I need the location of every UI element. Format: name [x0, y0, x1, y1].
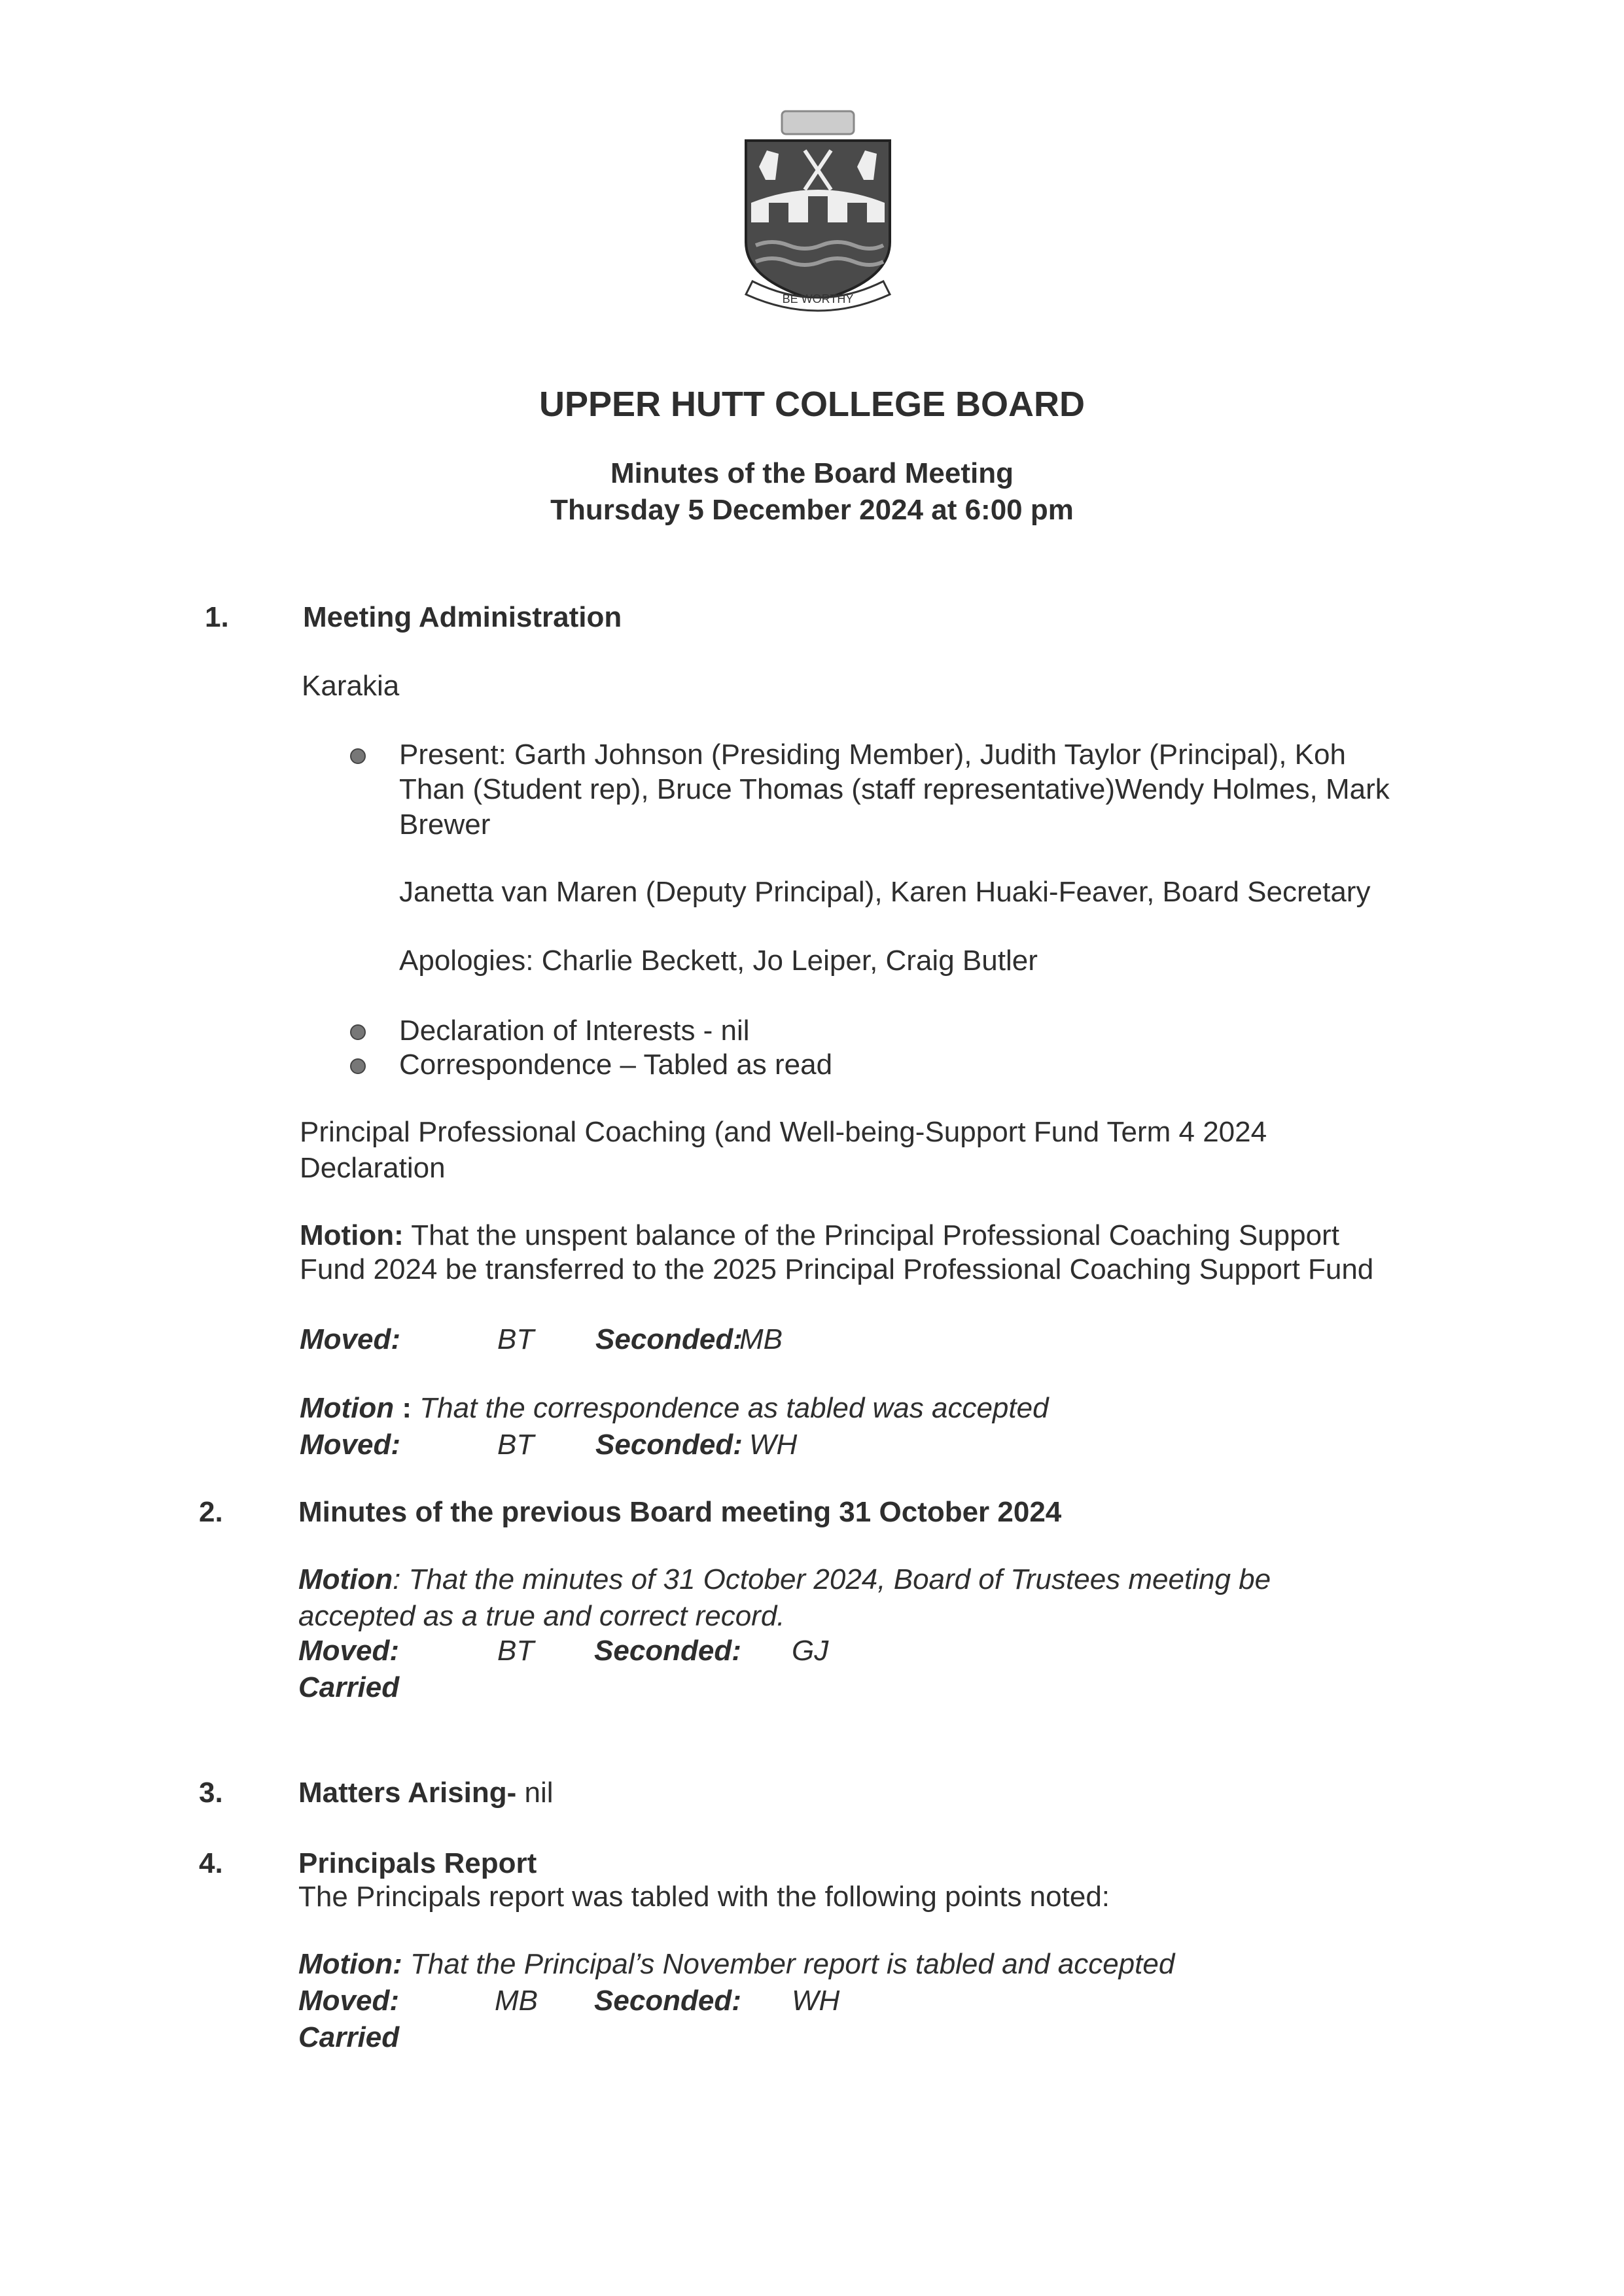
section-text: nil: [516, 1777, 554, 1809]
apologies-line: Apologies: Charlie Beckett, Jo Leiper, Craig Butler: [399, 945, 1038, 977]
motion-text: That the Principal’s November report is tabled and accepted: [402, 1948, 1175, 1980]
seconded-label: Seconded:: [595, 1429, 743, 1461]
seconded-by: WH: [749, 1429, 798, 1461]
section-number: 1.: [205, 601, 229, 633]
seconded-label: Seconded:: [595, 1323, 743, 1355]
document-title: UPPER HUTT COLLEGE BOARD: [538, 385, 1086, 424]
motion-text: Fund 2024 be transferred to the 2025 Principal Professional Coaching Support Fund: [300, 1253, 1374, 1285]
motion-label: Motion: [298, 1563, 393, 1595]
moved-by: BT: [497, 1635, 535, 1667]
present-line: Than (Student rep), Bruce Thomas (staff representative)Wendy Holmes, Mark: [399, 773, 1390, 805]
in-attendance-line: Janetta van Maren (Deputy Principal), Karen Huaki-Feaver, Board Secretary: [399, 876, 1371, 908]
motion-text: : That the minutes of 31 October 2024, Board of Trustees meeting be: [393, 1563, 1271, 1595]
motion-line: [298, 1562, 1271, 1597]
moved-by: MB: [495, 1985, 538, 2017]
motion-line: [300, 1391, 1049, 1426]
motion-colon: :: [394, 1392, 420, 1424]
moved-label: Moved:: [298, 1635, 399, 1667]
moved-by: BT: [497, 1323, 535, 1355]
bullet-icon: [350, 1058, 366, 1074]
seconded-label: Seconded:: [594, 1985, 741, 2017]
moved-label: Moved:: [300, 1429, 400, 1461]
present-line: Present: Garth Johnson (Presiding Member), Judith Taylor (Principal), Koh: [399, 739, 1346, 771]
section-number: 2.: [199, 1496, 223, 1528]
coaching-fund-line: Principal Professional Coaching (and Well-being-Support Fund Term 4 2024: [300, 1116, 1267, 1148]
seconded-by: GJ: [792, 1635, 829, 1667]
section-heading: Meeting Administration: [303, 601, 622, 633]
moved-label: Moved:: [300, 1323, 400, 1355]
motion-text: accepted as a true and correct record.: [298, 1600, 785, 1632]
bullet-icon: [350, 1024, 366, 1040]
section-number: 3.: [199, 1777, 223, 1809]
section-heading: Minutes of the previous Board meeting 31 October 2024: [298, 1496, 1062, 1528]
motion-label: Motion:: [298, 1948, 402, 1980]
motion-result: Carried: [298, 2021, 400, 2053]
section-text: The Principals report was tabled with the following points noted:: [298, 1881, 1110, 1913]
coaching-fund-line: Declaration: [300, 1152, 446, 1184]
college-crest-logo: [739, 105, 896, 314]
motion-label: Motion: [300, 1392, 395, 1424]
moved-by: BT: [497, 1429, 535, 1461]
section-heading: Principals Report: [298, 1847, 537, 1879]
karakia-text: Karakia: [302, 670, 400, 702]
motion-text: That the correspondence as tabled was accepted: [419, 1392, 1049, 1424]
declaration-line: Declaration of Interests - nil: [399, 1015, 750, 1047]
motion-line: [300, 1218, 1339, 1253]
bullet-icon: [350, 748, 366, 764]
motion-text: That the unspent balance of the Principal Professional Coaching Support: [403, 1219, 1339, 1251]
seconded-by: WH: [792, 1985, 840, 2017]
moved-label: Moved:: [298, 1985, 399, 2017]
section-number: 4.: [199, 1847, 223, 1879]
section-heading-line: [298, 1775, 554, 1811]
correspondence-line: Correspondence – Tabled as read: [399, 1049, 833, 1081]
section-heading: Matters Arising-: [298, 1777, 517, 1809]
motion-label: Motion:: [300, 1219, 404, 1251]
motion-line: [298, 1947, 1174, 1982]
seconded-by: MB: [739, 1323, 783, 1355]
present-line: Brewer: [399, 809, 491, 841]
document-subtitle: Minutes of the Board Meeting: [610, 457, 1014, 489]
motion-result: Carried: [298, 1671, 400, 1703]
seconded-label: Seconded:: [594, 1635, 741, 1667]
meeting-date: Thursday 5 December 2024 at 6:00 pm: [550, 494, 1074, 526]
crest-motto: BE WORTHY: [782, 292, 854, 305]
